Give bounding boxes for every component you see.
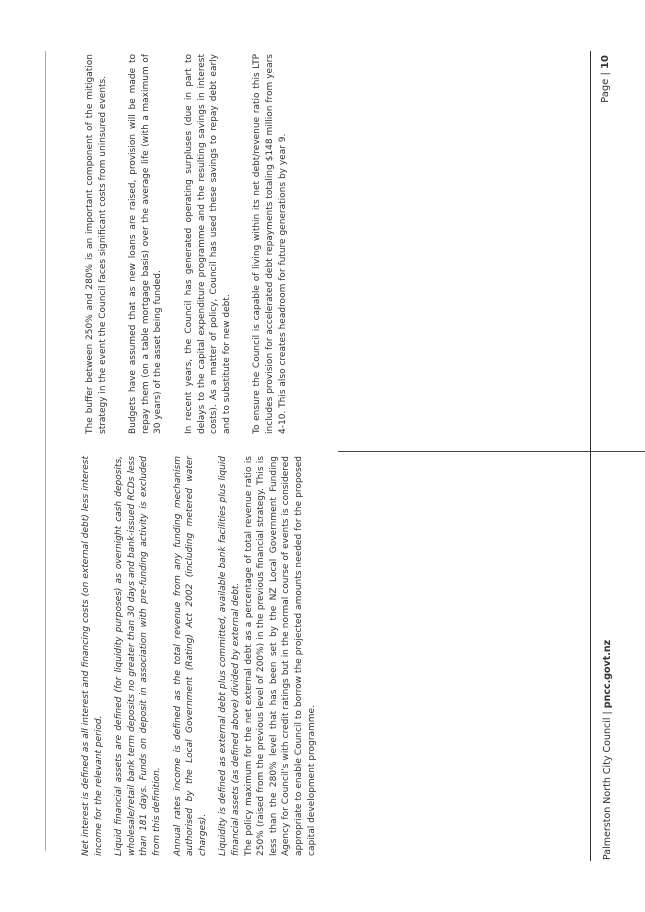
liquid-assets-definition: Liquid financial assets are defined (for liquidity purposes) as overnight cash deposits, wholesale/retail bank term deposits no greater than 30 days and bank-issued RCDs less than 181 days. Funds on deposit in association with pre-funding activity is excluded from this definition. <box>114 456 162 856</box>
budgets-paragraph: Budgets have assumed that as new loans are raised, provision will be made to repay them (on a table mortgage basis) over the average life (with a maximum of 30 years) of the asset being funded. <box>128 54 164 434</box>
footer-website-link[interactable]: pncc.govt.nz <box>602 639 613 709</box>
footer-separator: | <box>602 711 613 715</box>
policy-maximum-paragraph: The policy maximum for the net external debt as a percentage of total revenue ratio is 250% (raised from the previous level of 200%) in the previous financial strategy. This is less than the 280% level that has been set by the NZ Local Government Funding Agency for Council’s with credit ratings but in the normal course of events is considered appropriate to enable Council to borrow the projected amounts needed for the proposed capital development programme. <box>243 456 317 856</box>
page-label: Page <box>600 78 611 103</box>
left-column <box>80 456 326 856</box>
top-rule <box>45 51 46 851</box>
footer-rule <box>590 51 591 861</box>
annual-rates-definition: Annual rates income is defined as the total revenue from any funding mechanism authorised by the Local Government (Rating) Act 2002 (including metered water charges). <box>172 456 208 856</box>
page-number <box>600 55 611 103</box>
buffer-paragraph: The buffer between 250% and 280% is an important component of the mitigation strategy in the event the Council faces significant costs from uninsured events. <box>85 54 108 434</box>
net-interest-definition: Net interest is defined as all interest and financing costs (on external debt) less interest income for the relevant period. <box>81 456 104 856</box>
debt-ratio-paragraph: To ensure the Council is capable of living within its net debt/revenue ratio this LTP includes provision for accelerated debt repayments totaling $148 million from years 4-10. This also creates headroom for future generations by year 9. <box>252 54 288 434</box>
footer-org: Palmerston North City Council <box>602 717 613 860</box>
footer-left <box>602 640 613 860</box>
surpluses-paragraph: In recent years, the Council has generated operating surpluses (due in part to delays to the capital expenditure programme and the resulting savings in interest costs). As a matter of policy, Council has used these savings to repay debt early and to substitute for new debt. <box>183 54 232 434</box>
page-number-value: 10 <box>600 55 611 69</box>
right-column <box>84 54 297 434</box>
page-separator: | <box>600 72 611 76</box>
column-divider <box>338 451 645 452</box>
liquidity-definition: Liquidity is defined as external debt plus committed, available bank facilities plus liquid financial assets (as defined above) divided by external debt. <box>218 456 241 856</box>
